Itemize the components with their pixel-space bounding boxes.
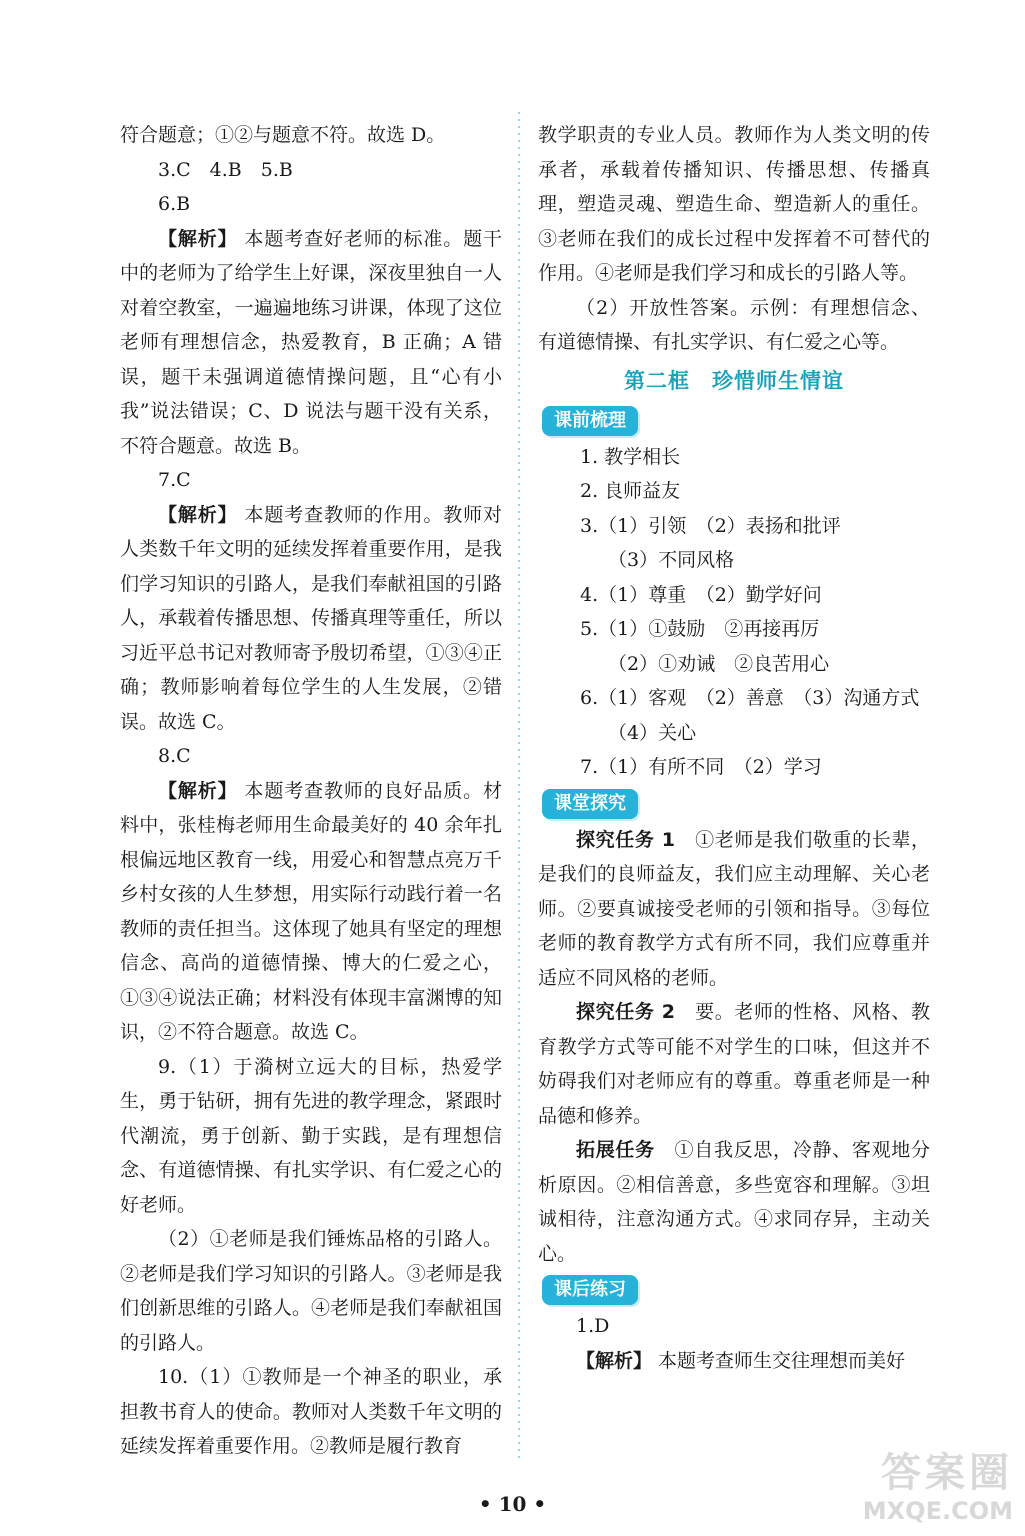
answer-text: 9.（1）于漪树立远大的目标，热爱学生，勇于钻研，拥有先进的教学理念，紧跟时代潮流，勇于创新、勤于实践，是有理想信念、有道德情操、有扎实学识、有仁爱之心的好老师。: [120, 1055, 502, 1216]
answer-text: 4.（1）尊重 （2）勤学好问: [580, 583, 822, 606]
watermark-text: 答案圈: [881, 1450, 1013, 1496]
right-top-text: [538, 118, 930, 360]
answer-text: 7.C: [158, 469, 191, 491]
answer-tag: 探究任务 2: [576, 1001, 675, 1023]
answer-text: 要。老师的性格、风格、教育教学方式等可能不对学生的口味，但这并不妨碍我们对老师应有的尊重。尊重老师是一种品德和修养。: [538, 1001, 930, 1127]
answer-list-item: [538, 647, 930, 682]
answer-text: 1.D: [576, 1315, 610, 1337]
answer-text: （2）开放性答案。示例：有理想信念、有道德情操、有扎实学识、有仁爱之心等。: [538, 296, 930, 353]
answer-text: 本题考查好老师的标准。题干中的老师为了给学生上好课，深夜里独自一人对着空教室，一遍遍地练习讲课，体现了这位老师有理想信念，热爱教育，B 正确；A 错误，题干未强调道德情操问题，且“心有小我”说法错误；C、D 说法与题干没有关系，不符合题意。故选 B。: [120, 227, 502, 457]
answer-paragraph: [120, 187, 502, 222]
answer-list-item: [538, 716, 930, 751]
answer-list-item: [538, 681, 930, 716]
answer-paragraph: [538, 1344, 930, 1379]
answer-text: 6.B: [158, 193, 191, 215]
answer-list-item: [538, 474, 930, 509]
answer-text: 8.C: [158, 745, 191, 767]
badge-class-inquiry: 课堂探究: [542, 789, 638, 819]
watermark-logo: [823, 1448, 1013, 1528]
answer-text: 6.（1）客观 （2）善意 （3）沟通方式: [580, 687, 920, 709]
answer-paragraph: [538, 291, 930, 360]
answer-tag: 探究任务 1: [576, 828, 675, 851]
answer-text: 1. 教学相长: [580, 445, 681, 468]
answer-text: 7.（1）有所不同 （2）学习: [580, 756, 822, 778]
answer-text: 本题考查师生交往理想而美好: [652, 1349, 906, 1372]
after-class-answers: [538, 1309, 930, 1378]
inquiry-paragraph: [538, 1133, 930, 1271]
answer-text: 符合题意；①②与题意不符。故选 D。: [120, 124, 446, 146]
answer-text: ①自我反思，冷静、客观地分析原因。②相信善意，多些宽容和理解。③坦诚相待，注意沟通方式。④求同存异，主动关心。: [538, 1139, 930, 1265]
inquiry-paragraph: [538, 995, 930, 1133]
answer-paragraph: [120, 222, 502, 464]
answer-text: 10.（1）①教师是一个神圣的职业，承担教书育人的使命。教师对人类数千年文明的延续发挥着重要作用。②教师是履行教育: [120, 1366, 502, 1457]
answer-paragraph: [120, 153, 502, 188]
section-heading: 第二框 珍惜师生情谊: [624, 368, 844, 393]
left-column: [120, 118, 502, 1464]
answer-tag: 【解析】: [576, 1349, 653, 1372]
answer-text: ①老师是我们敬重的长辈，是我们的良师益友，我们应主动理解、关心老师。②要真诚接受老师的引领和指导。③每位老师的教育教学方式有所不同，我们应尊重并适应不同风格的老师。: [538, 828, 930, 989]
answer-text: 3.C 4.B 5.B: [158, 158, 293, 181]
answer-paragraph: [120, 1360, 502, 1464]
badge-pre-class-review: 课前梳理: [542, 406, 638, 436]
answer-text: 本题考查教师的良好品质。材料中，张桂梅老师用生命最美好的 40 余年扎根偏远地区教育一线，用爱心和智慧点亮万千乡村女孩的人生梦想，用实际行动践行着一名教师的责任担当。这体现了她具有坚定的理想信念、高尚的道德情操、博大的仁爱之心，①③④说法正确；材料没有体现丰富渊博的知识，②不符合题意。故选 C。: [120, 779, 502, 1043]
answer-text: 2. 良师益友: [580, 480, 681, 502]
answer-text: 教学职责的专业人员。教师作为人类文明的传承者，承载着传播知识、传播思想、传播真理，塑造灵魂、塑造生命、塑造新人的重任。③老师在我们的成长过程中发挥着不可替代的作用。④老师是我们学习和成长的引路人等。: [538, 124, 930, 284]
answer-list-item: [538, 612, 930, 647]
answer-tag: 【解析】: [158, 227, 238, 250]
page-number: • 10 •: [478, 1492, 547, 1516]
answer-paragraph: [120, 118, 502, 153]
class-inquiry-answers: [538, 823, 930, 1272]
pre-class-answer-list: [538, 440, 930, 785]
answer-tag: 拓展任务: [576, 1139, 655, 1161]
answer-text: （2）①劝诫 ②良苦用心: [608, 652, 830, 675]
answer-paragraph: [120, 463, 502, 498]
answer-list-item: [538, 578, 930, 613]
inquiry-paragraph: [538, 823, 930, 996]
watermark-url: MXQE.COM: [862, 1497, 1013, 1525]
answer-tag: 【解析】: [158, 779, 238, 802]
answer-text: （4）关心: [608, 721, 697, 744]
answer-list-item: [538, 750, 930, 785]
answer-paragraph: [120, 498, 502, 740]
answer-paragraph: [120, 1222, 502, 1360]
right-column: [538, 118, 930, 1378]
answer-list-item: [538, 440, 930, 475]
badge-after-class-practice: 课后练习: [542, 1275, 638, 1305]
answer-paragraph: [120, 739, 502, 774]
answer-tag: 【解析】: [158, 503, 238, 526]
answer-list-item: [538, 543, 930, 578]
answer-text: （2）①老师是我们锤炼品格的引路人。②老师是我们学习知识的引路人。③老师是我们创新思维的引路人。④老师是我们奉献祖国的引路人。: [120, 1228, 502, 1354]
answer-paragraph: [538, 118, 930, 291]
column-divider: [508, 112, 530, 1462]
answer-paragraph: [120, 774, 502, 1050]
answer-paragraph: [120, 1050, 502, 1223]
answer-text: 3.（1）引领 （2）表扬和批评: [580, 514, 841, 537]
answer-text: 本题考查教师的作用。教师对人类数千年文明的延续发挥着重要作用，是我们学习知识的引路人，是我们奉献祖国的引路人，承载着传播思想、传播真理等重任，所以习近平总书记对教师寄予殷切希望，①③④正确；教师影响着每位学生的人生发展，②错误。故选 C。: [120, 503, 502, 733]
answer-text: （3）不同风格: [608, 549, 735, 571]
answer-list-item: [538, 509, 930, 544]
answer-text: 5.（1）①鼓励 ②再接再厉: [580, 618, 820, 640]
answer-paragraph: [538, 1309, 930, 1344]
